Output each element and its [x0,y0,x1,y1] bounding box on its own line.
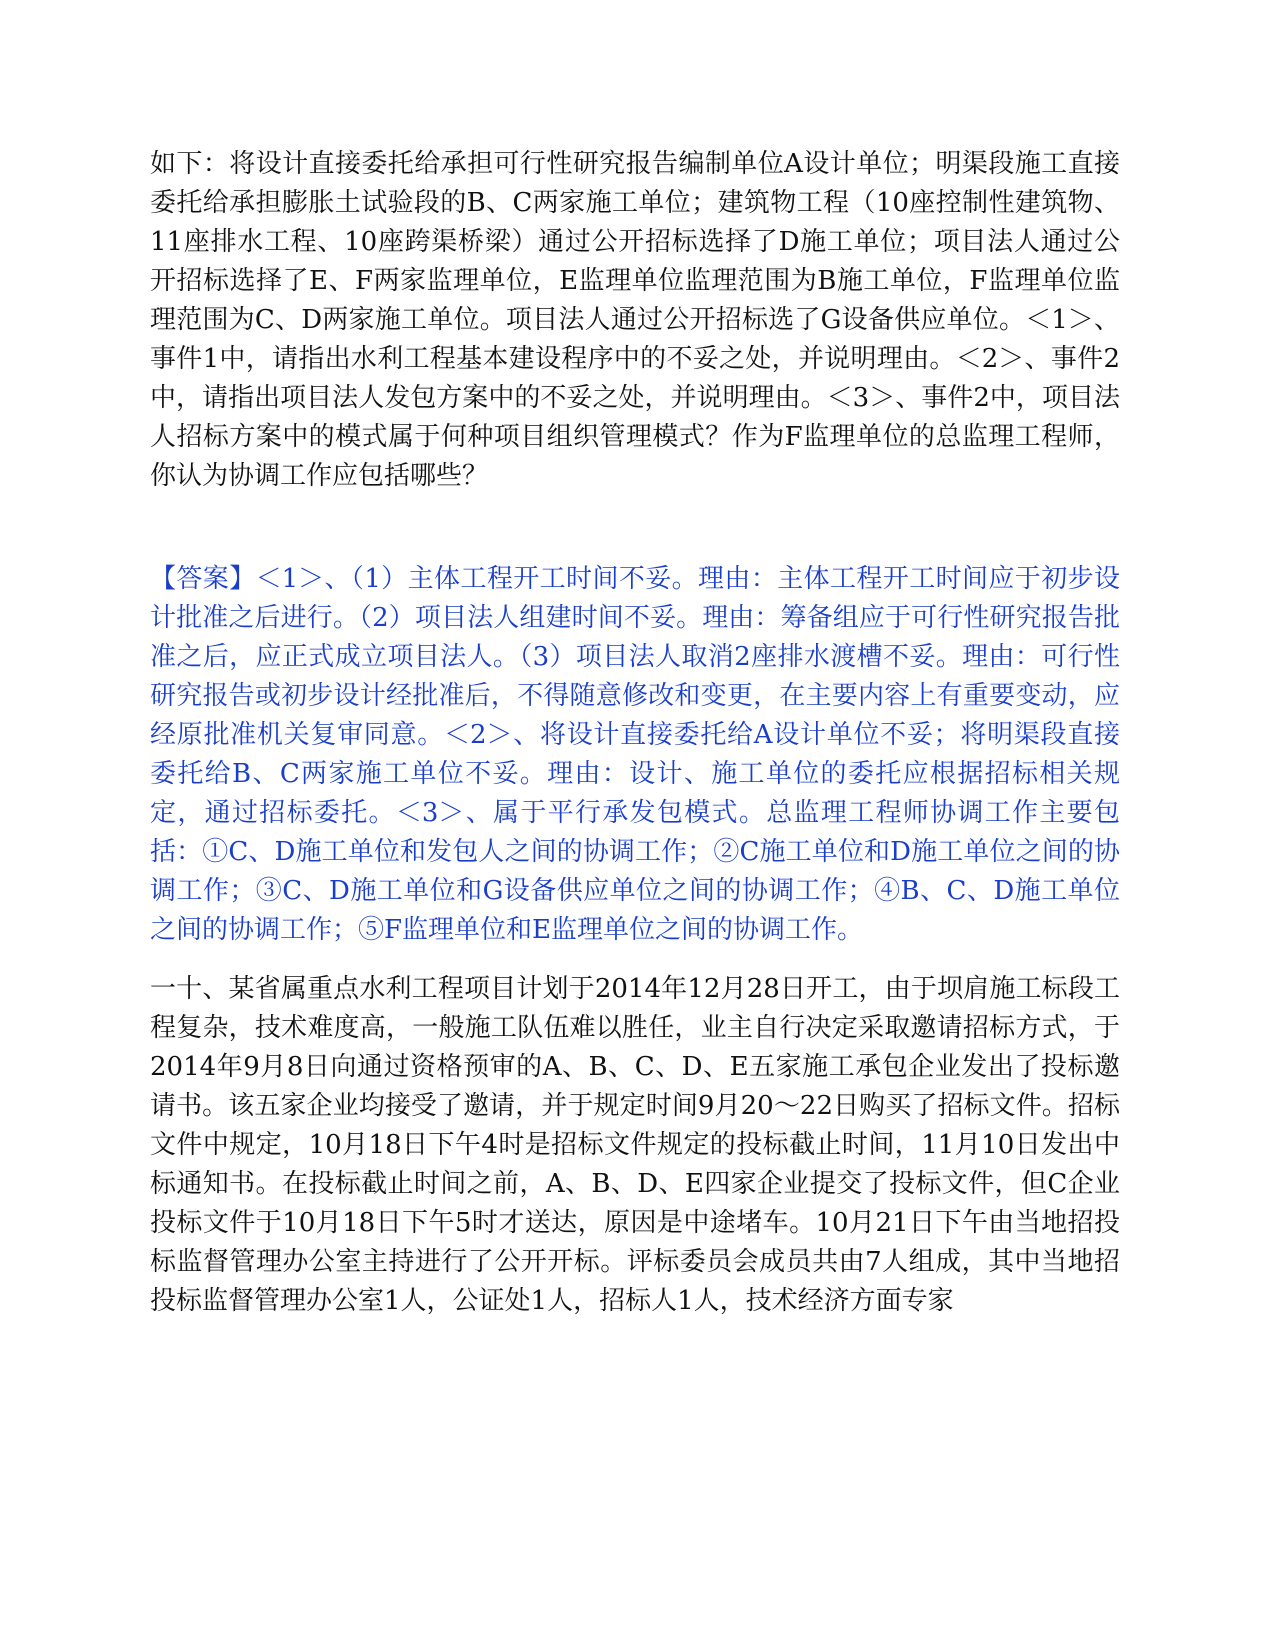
answer-paragraph: 【答案】＜1＞、（1）主体工程开工时间不妥。理由：主体工程开工时间应于初步设计批准之后进行。（2）项目法人组建时间不妥。理由：筹备组应于可行性研究报告批准之后，应正式成立项目法人。（3）项目法人取消2座排水渡槽不妥。理由：可行性研究报告或初步设计经批准后，不得随意修改和变更，在主要内容上有重要变动，应经原批准机关复审同意。＜2＞、将设计直接委托给A设计单位不妥；将明渠段直接委托给B、C两家施工单位不妥。理由：设计、施工单位的委托应根据招标相关规定，通过招标委托。＜3＞、属于平行承发包模式。总监理工程师协调工作主要包括：①C、D施工单位和发包人之间的协调工作；②C施工单位和D施工单位之间的协调工作；③C、D施工单位和G设备供应单位之间的协调工作；④B、C、D施工单位之间的协调工作；⑤F监理单位和E监理单位之间的协调工作。 [150,564,1120,945]
document-page [150,145,1120,1321]
question-paragraph: 如下：将设计直接委托给承担可行性研究报告编制单位A设计单位；明渠段施工直接委托给承担膨胀土试验段的B、C两家施工单位；建筑物工程（10座控制性建筑物、11座排水工程、10座跨渠桥梁）通过公开招标选择了D施工单位；项目法人通过公开招标选择了E、F两家监理单位，E监理单位监理范围为B施工单位，F监理单位监理范围为C、D两家施工单位。项目法人通过公开招标选了G设备供应单位。＜1＞、事件1中，请指出水利工程基本建设程序中的不妥之处，并说明理由。＜2＞、事件2中，请指出项目法人发包方案中的不妥之处，并说明理由。＜3＞、事件2中，项目法人招标方案中的模式属于何种项目组织管理模式？作为F监理单位的总监理工程师，你认为协调工作应包括哪些？ [150,149,1120,491]
case-paragraph: 一十、某省属重点水利工程项目计划于2014年12月28日开工，由于坝肩施工标段工程复杂，技术难度高，一般施工队伍难以胜任，业主自行决定采取邀请招标方式，于2014年9月8日向通过资格预审的A、B、C、D、E五家施工承包企业发出了投标邀请书。该五家企业均接受了邀请，并于规定时间9月20～22日购买了招标文件。招标文件中规定，10月18日下午4时是招标文件规定的投标截止时间，11月10日发出中标通知书。在投标截止时间之前，A、B、D、E四家企业提交了投标文件，但C企业投标文件于10月18日下午5时才送达，原因是中途堵车。10月21日下午由当地招投标监督管理办公室主持进行了公开开标。评标委员会成员共由7人组成，其中当地招投标监督管理办公室1人，公证处1人，招标人1人，技术经济方面专家 [150,974,1120,1316]
